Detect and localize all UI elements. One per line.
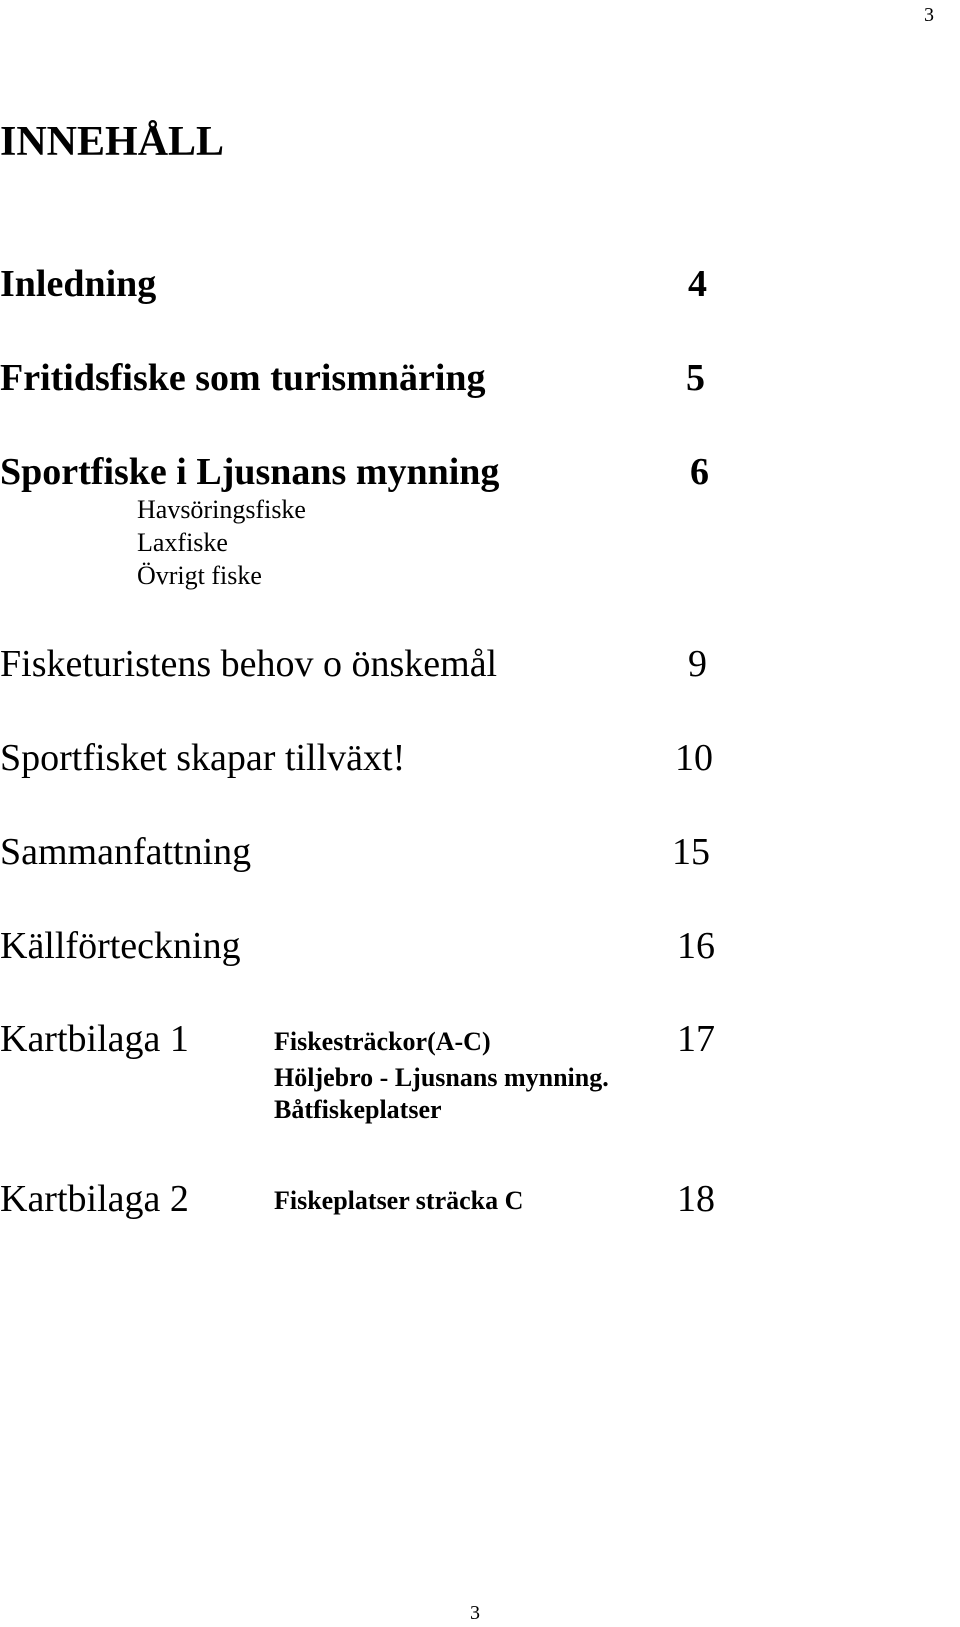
appendix-page: 18: [677, 1178, 715, 1220]
appendix-description: Fiskeplatser sträcka C: [274, 1186, 524, 1215]
appendix-label: Kartbilaga 1: [0, 1018, 189, 1060]
appendix-page: 17: [677, 1018, 715, 1060]
toc-heading: INNEHÅLL: [0, 119, 225, 165]
toc-entry-title: Sammanfattning: [0, 831, 252, 873]
appendix-description: Båtfiskeplatser: [274, 1095, 442, 1124]
toc-entry-title: Sportfiske i Ljusnans mynning: [0, 451, 500, 493]
toc-entry-title: Fisketuristens behov o önskemål: [0, 643, 498, 685]
toc-subentry: Havsöringsfiske: [137, 495, 306, 524]
page-number-bottom: 3: [470, 1602, 480, 1624]
toc-entry-page: 6: [690, 451, 709, 493]
toc-entry-title: Sportfisket skapar tillväxt!: [0, 737, 406, 779]
toc-entry-page: 16: [677, 925, 715, 967]
toc-entry-page: 9: [688, 643, 707, 685]
toc-entry-page: 4: [688, 263, 707, 305]
toc-entry-title: Fritidsfiske som turismnäring: [0, 357, 486, 399]
page-number-top: 3: [924, 4, 934, 26]
toc-entry-page: 5: [686, 357, 705, 399]
appendix-description: Höljebro - Ljusnans mynning.: [274, 1063, 609, 1092]
toc-entry-page: 15: [672, 831, 710, 873]
toc-entry-title: Inledning: [0, 263, 157, 305]
appendix-label: Kartbilaga 2: [0, 1178, 189, 1220]
toc-subentry: Laxfiske: [137, 528, 228, 557]
toc-subentry: Övrigt fiske: [137, 561, 262, 590]
toc-entry-title: Källförteckning: [0, 925, 241, 967]
toc-entry-page: 10: [675, 737, 713, 779]
appendix-description: Fiskesträckor(A-C): [274, 1027, 491, 1056]
